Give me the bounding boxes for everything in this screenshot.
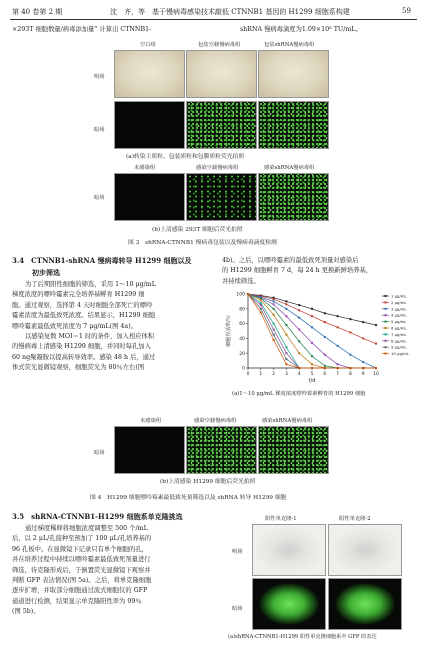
body-line: 胞。通过观察，选择第 4 天时细胞全部死亡的嘌呤 <box>12 301 153 309</box>
legend-label: 9 μg/mL <box>391 344 407 350</box>
fig5-row-label-bright: 明场 <box>232 549 243 555</box>
data-point <box>273 303 275 305</box>
body-line: 为了后期阳性细胞的筛选，采用 1～10 μg/mL <box>25 281 156 288</box>
data-point <box>337 315 339 317</box>
legend-marker <box>385 346 387 348</box>
legend-label: 8 μg/mL <box>391 338 407 344</box>
series-line <box>248 294 376 344</box>
fig3a-brightfield-shrna <box>258 50 329 98</box>
x-tick-label: 1 <box>259 372 263 377</box>
fig3a-subcaption: (a)转染主质粒、包装质粒和包膜质粒荧光拍照 <box>126 154 245 160</box>
fig5-col-label-2: 阳性单克隆-2 <box>339 516 371 522</box>
data-point <box>273 298 275 300</box>
fig3b-darkfield-shrna <box>258 173 329 221</box>
data-point <box>349 354 351 356</box>
fig3a-darkfield-blank <box>114 101 185 149</box>
data-point <box>273 329 275 331</box>
x-tick-label: 3 <box>284 372 288 377</box>
data-point <box>324 321 326 323</box>
data-point <box>298 367 300 369</box>
data-point <box>349 367 351 369</box>
fig3-col-label-1: 空白组 <box>140 42 156 48</box>
fig3a-brightfield-blank <box>114 50 185 98</box>
legend-label: 6 μg/mL <box>391 325 407 331</box>
fig4-caption: 图 4 H1299 细胞嘌呤霉素最低致死量筛选以及 shRNA 转导 H1299 细胞 <box>90 495 287 501</box>
data-point <box>324 365 326 367</box>
legend-marker <box>385 308 387 310</box>
fig4b-darkfield-shrna <box>258 426 329 474</box>
data-point <box>285 363 287 365</box>
data-point <box>324 312 326 314</box>
data-point <box>311 308 313 310</box>
body-line: 体式荧光显微镜观察，细胞荧光为 80％左右(图 <box>12 364 145 372</box>
body-line: 4b)。之后，以嘌呤霉素的最低致死剂量对感染后 <box>222 257 359 264</box>
data-point <box>285 303 287 305</box>
body-line: 并在培养过程中持续以嘌呤霉素最低致死剂量进行 <box>12 556 151 564</box>
data-point <box>260 299 262 301</box>
data-point <box>337 345 339 347</box>
data-point <box>273 334 275 336</box>
y-tick-label: 80 <box>239 307 245 313</box>
body-line: 梯度浓度的嘌呤霉素完全培养基孵育 H1299 细 <box>12 291 145 299</box>
x-axis-label: t/d <box>308 378 316 384</box>
data-point <box>298 309 300 311</box>
fig3b-darkfield-empty <box>186 173 257 221</box>
body-line: (图 5b)。 <box>12 608 40 616</box>
data-point <box>311 342 313 344</box>
data-point <box>273 300 275 302</box>
fig4-col-label-2: 感染空载慢病毒组 <box>194 418 237 424</box>
fig5-row-label-dark: 暗场 <box>232 606 243 612</box>
legend-label: 7 μg/mL <box>391 331 407 337</box>
legend-label: 5 μg/mL <box>391 319 407 325</box>
fig4-row-label: 暗场 <box>94 450 105 456</box>
data-point <box>349 331 351 333</box>
data-point <box>362 361 364 363</box>
data-point <box>285 308 287 310</box>
data-point <box>298 329 300 331</box>
data-point <box>298 352 300 354</box>
legend-label: 10 μg/mL <box>391 351 409 357</box>
data-point <box>285 352 287 354</box>
page-number: 59 <box>402 7 411 15</box>
fig3b-row-label: 暗场 <box>94 195 105 201</box>
y-tick-label: 20 <box>239 351 245 357</box>
data-point <box>247 293 249 295</box>
running-title: 沈 齐，等 基于慢病毒感染技术敲低 CTNNB1 基因的 H1299 细胞系构建 <box>110 8 350 16</box>
legend-marker <box>385 295 387 297</box>
data-point <box>285 358 287 360</box>
data-point <box>324 336 326 338</box>
legend-marker <box>385 333 387 335</box>
fig4b-darkfield-uninfected <box>114 426 185 474</box>
data-point <box>311 363 313 365</box>
body-line: 通过梯度稀释将细胞浓度调整至 500 个/mL <box>25 525 148 532</box>
y-axis-label: 细胞存活率/％ <box>226 315 232 347</box>
body-line: 的慢病毒上清感染 H1299 细胞，并同时每孔加入 <box>12 343 151 351</box>
x-tick-label: 4 <box>297 372 301 377</box>
body-line: 嘌呤霉素最低致死浓度为 7 μg/mL(图 4a)。 <box>12 322 137 330</box>
data-point <box>260 304 262 306</box>
body-line: 并持续筛选。 <box>222 277 260 285</box>
legend-label: 2 μg/mL <box>391 299 407 305</box>
legend-marker <box>385 321 387 323</box>
puromycin-survival-chart <box>222 288 422 386</box>
data-point <box>324 354 326 356</box>
x-tick-label: 8 <box>348 372 352 377</box>
y-tick-label: 40 <box>239 337 245 342</box>
body-line: 筛选，待克隆形成后，于倒置荧光显微镜下观察并 <box>12 566 151 574</box>
y-tick-label: 0 <box>242 366 245 372</box>
data-point <box>337 363 339 365</box>
fig3b-darkfield-uninfected <box>114 173 185 221</box>
x-tick-label: 10 <box>373 372 379 377</box>
fig4b-subcaption: (b)上清感染 H1299 细胞后荧光拍照 <box>160 479 256 485</box>
data-point <box>311 367 313 369</box>
data-point <box>375 343 377 345</box>
data-point <box>285 300 287 302</box>
data-point <box>337 367 339 369</box>
fig3-row-label-dark: 暗场 <box>94 127 105 133</box>
y-tick-label: 100 <box>236 292 245 298</box>
legend-marker <box>385 301 387 303</box>
data-point <box>260 312 262 314</box>
data-point <box>298 340 300 342</box>
data-point <box>260 308 262 310</box>
data-point <box>362 321 364 323</box>
legend-marker <box>385 353 387 355</box>
fig3-row-label-bright: 明场 <box>94 74 105 80</box>
data-point <box>311 355 313 357</box>
section-3-4-body-right <box>222 256 372 287</box>
legend-marker <box>385 314 387 316</box>
data-point <box>349 318 351 320</box>
x-tick-label: 6 <box>323 372 327 377</box>
intro-text-right: shRNA 慢病毒滴度为1.09×10⁸ TU/mL。 <box>240 26 362 33</box>
data-point <box>311 326 313 328</box>
fig3-col-label-2: 包装空载慢病毒组 <box>198 42 241 48</box>
data-point <box>285 346 287 348</box>
data-point <box>273 314 275 316</box>
data-point <box>362 337 364 339</box>
section-3-4-title-line1: 3.4 CTNNB1-shRNA 慢病毒转导 H1299 细胞以及 <box>12 256 192 265</box>
y-tick-label: 60 <box>239 322 245 328</box>
body-line: 霉素浓度为最低致死浓度。结果显示，H1299 细胞 <box>12 312 156 320</box>
fig5a-brightfield-clone2 <box>328 524 402 576</box>
x-tick-label: 0 <box>246 372 250 377</box>
body-line: 通道进行检测，结果显示单克隆阳性率为 99％ <box>12 597 142 605</box>
data-point <box>285 334 287 336</box>
fig4b-darkfield-empty <box>186 426 257 474</box>
data-point <box>298 304 300 306</box>
data-point <box>375 367 377 369</box>
section-3-5-title: 3.5 shRNA-CTNNB1-H1299 细胞系单克隆挑选 <box>12 512 183 521</box>
body-line: 96 孔板中。在显微镜下记录只有单个细胞的孔， <box>12 545 148 553</box>
fig4a-subcaption: (a)1～10 μg/mL 梯度浓度嘌呤霉素孵育的 H1299 细胞 <box>232 391 366 397</box>
fig4-col-label-3: 感染shRNA慢病毒组 <box>262 418 313 424</box>
x-tick-label: 9 <box>361 372 365 377</box>
data-point <box>285 315 287 317</box>
data-point <box>273 308 275 310</box>
section-3-5-body <box>12 524 151 618</box>
fig5a-subcaption: (a)shRNA-CTNNB1-H1299 阳性单克隆细胞系中 GFP 的表达 <box>228 634 377 640</box>
data-point <box>273 339 275 341</box>
fig3b-subcaption: (b)上清感染 293T 细胞后荧光拍照 <box>152 227 243 233</box>
fig3-caption: 图 3 shRNA-CTNNB1 慢病毒包装以及慢病毒滴度检测 <box>128 240 277 246</box>
data-point <box>260 302 262 304</box>
body-line: 逐步扩增，并取部分细胞通过流式细胞仪的 GFP <box>12 587 148 595</box>
data-point <box>324 367 326 369</box>
fig5a-darkfield-clone1 <box>252 578 326 630</box>
fig3a-darkfield-empty <box>186 101 257 149</box>
header-rule <box>10 19 417 20</box>
body-line: 以感染复数 MOI＝1 时的条件，加入相应体积 <box>25 333 155 341</box>
section-3-4-title-line2: 初步筛选 <box>32 268 60 277</box>
body-line: 60 ng聚凝胺以提高转导效率。感染 48 h 后，通过 <box>12 353 156 361</box>
data-point <box>362 367 364 369</box>
fig3b-col-label-2: 感染空载慢病毒组 <box>196 165 239 171</box>
data-point <box>298 317 300 319</box>
fig4-col-label-1: 未感染组 <box>140 418 162 424</box>
legend-label: 1 μg/mL <box>391 293 407 299</box>
data-point <box>273 323 275 325</box>
data-point <box>311 315 313 317</box>
fig3a-brightfield-empty <box>186 50 257 98</box>
x-tick-label: 7 <box>336 372 340 377</box>
body-line: 判断 GFP 表达情况(图 5a)。之后，将单克隆细胞 <box>12 577 152 585</box>
legend-marker <box>385 340 387 342</box>
fig3a-darkfield-shrna <box>258 101 329 149</box>
legend-label: 3 μg/mL <box>391 306 407 312</box>
x-tick-label: 2 <box>272 372 276 377</box>
journal-volume: 第 40 卷第 2 期 <box>12 8 63 16</box>
intro-text-left: ×293T 细胞数量/病毒添加量” 计算出 CTNNB1- <box>12 26 152 33</box>
section-3-4-body-left <box>12 280 156 374</box>
fig3-col-label-3: 包装shRNA慢病毒组 <box>264 42 315 48</box>
legend-marker <box>385 327 387 329</box>
body-line: 后，以 2 μL/孔接种至预加了 100 μL/孔培养基的 <box>12 535 152 543</box>
data-point <box>285 324 287 326</box>
fig5a-brightfield-clone1 <box>252 524 326 576</box>
fig3b-col-label-1: 未感染组 <box>134 165 156 171</box>
fig5a-darkfield-clone2 <box>328 578 402 630</box>
fig5-col-label-1: 阳性单克隆-1 <box>265 516 297 522</box>
data-point <box>337 326 339 328</box>
legend-label: 4 μg/mL <box>391 312 407 318</box>
fig3b-col-label-3: 感染shRNA慢病毒组 <box>264 165 315 171</box>
body-line: 的 H1299 细胞孵育 7 d，每 24 h 更换新鲜培养基， <box>222 267 373 275</box>
data-point <box>375 324 377 326</box>
x-tick-label: 5 <box>310 372 314 377</box>
